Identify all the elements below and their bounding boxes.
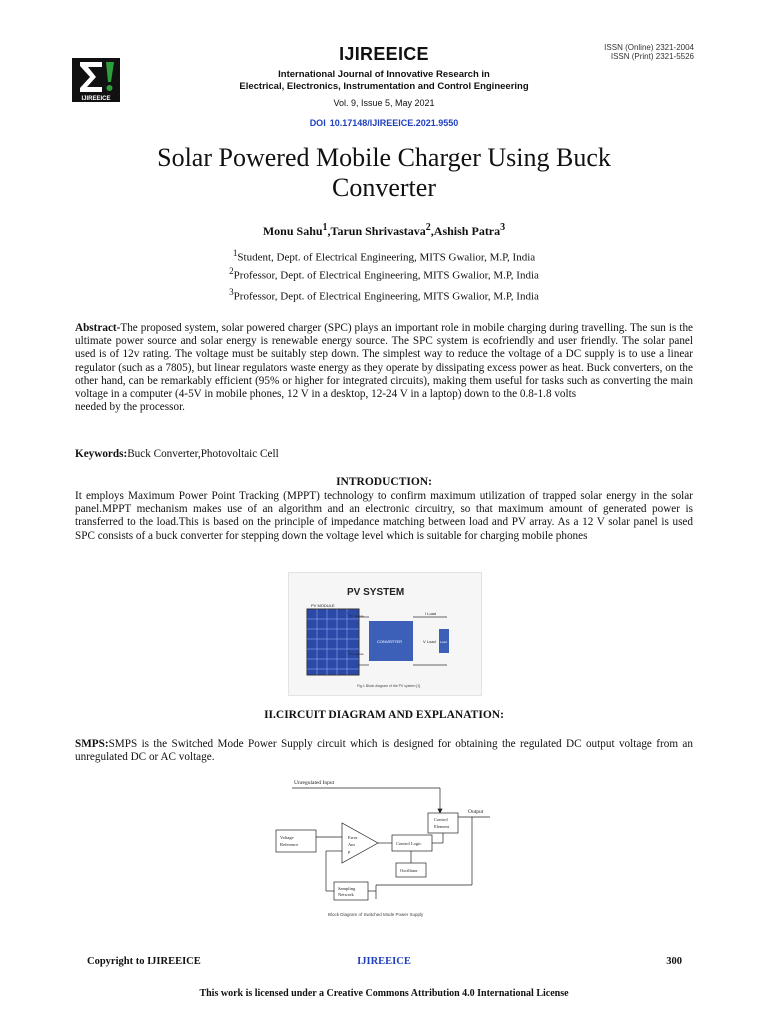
pv-current-sub: PV module: [349, 614, 364, 618]
author-sup: 2: [425, 222, 431, 233]
error-amp-label: Error: [348, 835, 358, 840]
sampling-network-label: Network: [338, 892, 354, 897]
smps-text: SMPS is the Switched Mode Power Supply circuit which is designed for obtaining the regulated DC output voltage from an unregulated DC or AC voltage.: [75, 738, 693, 764]
journal-full-line2: Electrical, Electronics, Instrumentation and Control Engineering: [239, 81, 529, 92]
affiliation-text: Professor, Dept. of Electrical Engineering, MITS Gwalior, M.P, India: [233, 269, 539, 282]
smps-label: SMPS:: [75, 738, 109, 750]
doi-label: DOI: [309, 118, 326, 128]
authors: Monu Sahu$^1$,Tarun Shrivastava$^2$,Ashish Patra$^3$: [262, 222, 506, 238]
journal-short-name: IJIREEICE: [339, 44, 429, 64]
oscillator-label: Oscillator: [400, 868, 418, 873]
author-sup: 3: [500, 222, 506, 233]
page-number: 300: [666, 956, 682, 967]
section-heading-introduction: INTRODUCTION:: [336, 476, 432, 488]
section-heading-circuit: II.CIRCUIT DIAGRAM AND EXPLANATION:: [264, 709, 504, 721]
author-name: Monu Sahu: [262, 224, 323, 238]
abstract-tail: needed by the processor.: [75, 401, 185, 414]
converter-label: CONVERTER: [377, 639, 403, 644]
smps-paragraph: [75, 738, 693, 764]
error-amp-label: Am: [348, 842, 355, 847]
license-notice[interactable]: This work is licensed under a Creative Commons Attribution 4.0 International License: [199, 988, 569, 999]
voltage-reference-label: Reference: [280, 842, 299, 847]
affiliation: [0, 248, 768, 264]
control-logic-label: Control Logic: [396, 841, 422, 846]
affiliation-sup: 2: [229, 266, 234, 276]
affiliation-sup: 1: [232, 248, 238, 258]
abstract-label: Abstract-: [75, 322, 121, 334]
author-name: Ashish Patra: [433, 224, 501, 238]
load-current-label: I Load: [425, 611, 437, 616]
pv-voltage-sub: PV module: [349, 652, 364, 656]
keywords-label: Keywords:: [75, 448, 128, 460]
issn-block: [604, 43, 694, 61]
affiliation: [0, 266, 768, 282]
figure-smps-block-diagram: [272, 775, 492, 922]
load-voltage-label: V Load: [423, 639, 436, 644]
svg-text:IJIREEICE: IJIREEICE: [81, 96, 111, 102]
introduction-text: It employs Maximum Power Point Tracking (MPPT) technology to confirm maximum utilization of trapped solar energy in the solar panel.MPPT mechanism makes use of an algorithm and an electronic circuitry, so that maximum amount of generated power is transferred to the load.This is based on the principle of impedance matching between load and PV array. As a 12 V solar panel is used SPC consists of a buck converter for stepping down the voltage level which is suitable for charging mobile phones: [75, 490, 693, 542]
journal-full-line1: International Journal of Innovative Research in: [278, 69, 490, 80]
issn-print: ISSN (Print) 2321-5526: [610, 52, 694, 61]
paper-title-line2: Converter: [332, 173, 436, 202]
voltage-reference-block: [276, 830, 316, 852]
figure-pv-system: [288, 572, 482, 696]
figure-caption: Block Diagram of Switched Mode Power Supply: [328, 912, 424, 917]
footer-journal-link[interactable]: IJIREEICE: [357, 956, 411, 967]
author-name: Tarun Shrivastava: [330, 224, 426, 238]
journal-full-name: [0, 69, 768, 93]
footer-copyright: Copyright to IJIREEICE: [87, 956, 201, 967]
affiliation-text: Professor, Dept. of Electrical Engineering, MITS Gwalior, M.P, India: [233, 290, 539, 303]
doi-line[interactable]: [0, 118, 768, 128]
abstract: [75, 322, 693, 414]
pv-module-label: PV MODULE: [311, 603, 335, 608]
control-element-block: [428, 813, 458, 833]
issn-online: ISSN (Online) 2321-2004: [604, 43, 694, 52]
author-sup: 1: [322, 222, 328, 233]
control-element-label: Element: [434, 824, 449, 829]
affiliation-text: Student, Dept. of Electrical Engineering, MITS Gwalior, M.P, India: [237, 251, 536, 264]
pv-current-label: I: [347, 611, 349, 616]
load-label: Load: [440, 640, 447, 644]
unregulated-input-label: Unregulated Input: [294, 780, 335, 786]
paper-title: [0, 143, 768, 203]
affiliation: [0, 287, 768, 303]
figure-caption: Fig.1 Block diagram of the PV system [1]: [357, 684, 421, 688]
voltage-reference-label: Voltage: [280, 835, 294, 840]
paper-title-line1: Solar Powered Mobile Charger Using Buck: [157, 143, 611, 172]
figure-title: PV SYSTEM: [347, 587, 405, 598]
volume-issue: Vol. 9, Issue 5, May 2021: [333, 98, 435, 108]
abstract-text: The proposed system, solar powered charger (SPC) plays an important role in mobile charging during travelling. The sun is the ultimate power source and solar energy is renewable energy source. The SPC system is ecofriendly and user friendly. The solar panel used is of 12v rating. The voltage must be suitably step down. The simplest way to reduce the voltage of a DC supply is to use a linear regulator (such as a 7805), but linear regulators waste energy as they operate by dissipating excess power as heat. Buck converters, on the other hand, can be remarkably efficient (95% or higher for integrated circuits), making them useful for tasks such as converting the main voltage in a computer (4-5V in mobile phones, 12 V in a desktop, 12-24 V in a laptop) down to the 0.8-1.8 volts: [75, 322, 693, 401]
error-amp-label: p: [348, 849, 351, 854]
sampling-network-block: [334, 882, 368, 900]
doi-link[interactable]: 10.17148/IJIREEICE.2021.9550: [329, 118, 459, 128]
affiliation-sup: 3: [229, 287, 234, 297]
output-label: Output: [468, 809, 484, 815]
keywords: [75, 448, 693, 461]
control-element-label: Control: [434, 817, 448, 822]
keywords-text: Buck Converter,Photovoltaic Cell: [127, 448, 279, 460]
pv-voltage-label: V: [347, 649, 350, 654]
sampling-network-label: Sampling: [338, 886, 356, 891]
